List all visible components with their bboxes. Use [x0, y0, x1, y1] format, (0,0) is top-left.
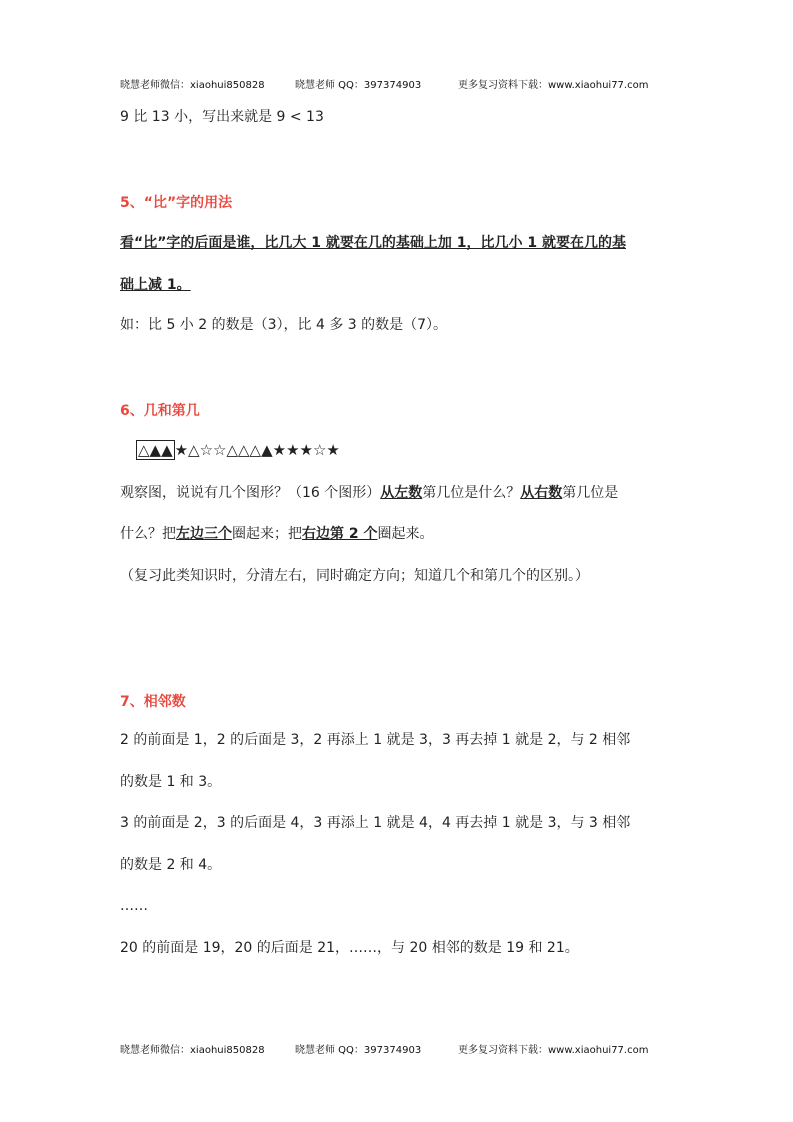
section7-p1-line2: 的数是 1 和 3。: [120, 774, 222, 790]
section5-rule-line2: 础上减 1。: [120, 277, 191, 293]
q2-left-three: 左边三个: [176, 526, 232, 542]
q1-part-a: 观察图，说说有几个图形？（16 个图形）: [120, 485, 381, 501]
section7-p2-line1: 3 的前面是 2，3 的后面是 4，3 再添上 1 就是 4，4 再去掉 1 就是 3，与 3 相邻: [120, 815, 631, 831]
intro-line: 9 比 13 小，写出来就是 9 < 13: [120, 109, 324, 125]
shapes-boxed-group: △▲▲: [138, 441, 173, 459]
q2-right-second: 右边第 2 个: [302, 526, 378, 542]
q1-from-right: 从右数: [520, 485, 563, 501]
header-qq: 晓慧老师 QQ：397374903: [295, 80, 422, 91]
section7-p1-line1: 2 的前面是 1，2 的后面是 3，2 再添上 1 就是 3，3 再去掉 1 就是 2，与 2 相邻: [120, 732, 631, 748]
section5-example: 如：比 5 小 2 的数是（3），比 4 多 3 的数是（7）。: [120, 317, 448, 333]
q1-from-left: 从左数: [380, 485, 423, 501]
section5-title: 5、“比”字的用法: [120, 195, 233, 211]
footer-wechat: 晓慧老师微信：xiaohui850828: [120, 1045, 265, 1056]
section7-p2-line2: 的数是 2 和 4。: [120, 857, 222, 873]
footer-download: 更多复习资料下载：www.xiaohui77.com: [458, 1045, 649, 1056]
section6-note: （复习此类知识时，分清左右，同时确定方向；知道几个和第几个的区别。）: [120, 568, 589, 584]
header-download: 更多复习资料下载：www.xiaohui77.com: [458, 80, 649, 91]
section7-ellipsis: ……: [120, 898, 148, 914]
shapes-rest: ★△☆☆△△△▲★★★☆★: [174, 441, 340, 459]
header-wechat: 晓慧老师微信：xiaohui850828: [120, 80, 265, 91]
section6-question-line2: [120, 524, 434, 544]
section5-rule-line1: 看“比”字的后面是谁，比几大 1 就要在几的基础上加 1，比几小 1 就要在几的基: [120, 235, 626, 251]
footer-qq: 晓慧老师 QQ：397374903: [295, 1045, 422, 1056]
section7-title: 7、相邻数: [120, 694, 186, 710]
section6-question-line1: [120, 483, 618, 503]
q2-part-e: 圈起来。: [377, 526, 434, 542]
section6-title: 6、几和第几: [120, 403, 200, 419]
shapes-row: [136, 440, 340, 460]
section7-p3: 20 的前面是 19，20 的后面是 21，……，与 20 相邻的数是 19 和 21。: [120, 940, 579, 956]
q1-part-e: 第几位是: [562, 485, 619, 501]
q2-part-a: 什么？把: [120, 526, 176, 542]
q2-part-c: 圈起来；把: [232, 526, 302, 542]
q1-part-c: 第几位是什么？: [422, 485, 521, 501]
